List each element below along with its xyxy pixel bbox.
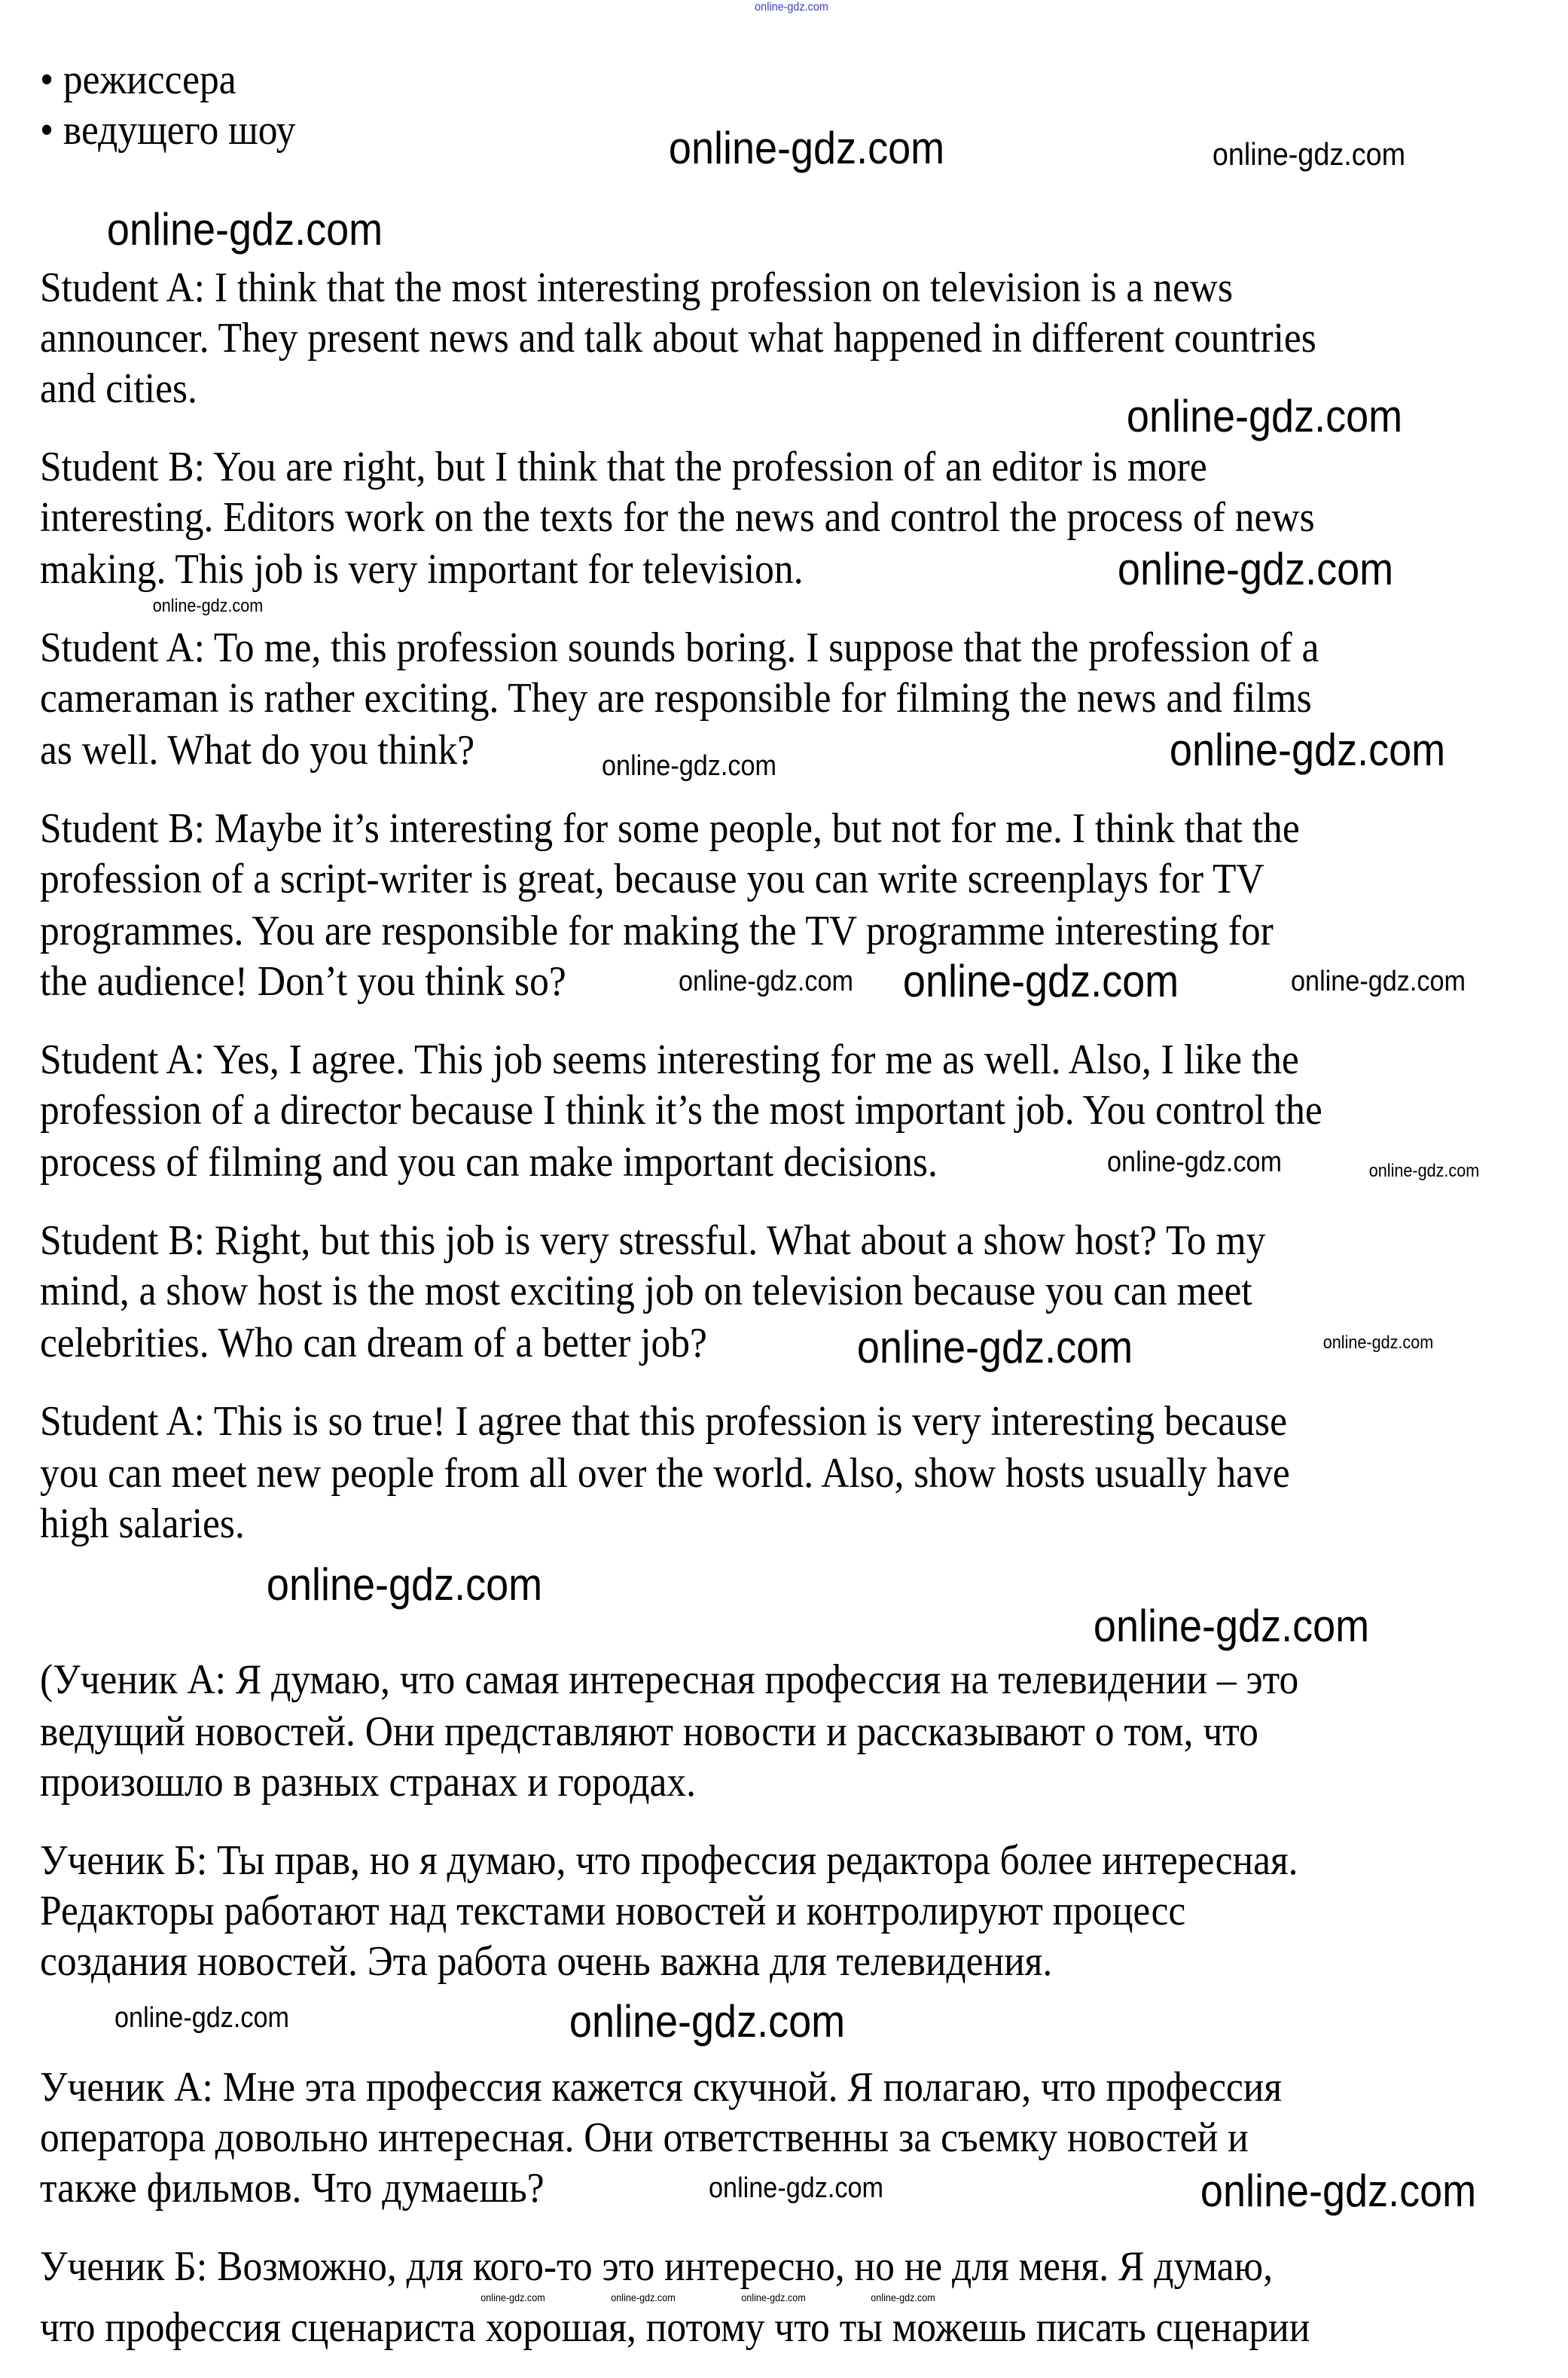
dialogue-line-ru: Ученик А: Мне эта профессия кажется скучной. Я полагаю, что профессия	[40, 2063, 1283, 2111]
dialogue-line-en: Student A: Yes, I agree. This job seems interesting for me as well. Also, I like the	[40, 1036, 1299, 1083]
dialogue-line-ru: Ученик Б: Возможно, для кого-то это интересно, но не для меня. Я думаю,	[40, 2242, 1274, 2290]
watermark: online-gdz.com	[114, 2002, 290, 2035]
dialogue-line-ru: оператора довольно интересная. Они ответственны за съемку новостей и	[40, 2114, 1249, 2162]
dialogue-line-en: process of filming and you can make important decisions.	[40, 1139, 938, 1186]
bullet-item: • режиссера	[40, 56, 236, 103]
dialogue-line-ru: Редакторы работают над текстами новостей и контролируют процесс	[40, 1888, 1186, 1935]
dialogue-line-en: profession of a script-writer is great, because you can write screenplays for TV	[40, 855, 1264, 902]
watermark: online-gdz.com	[669, 123, 945, 174]
watermark: online-gdz.com	[1322, 1332, 1433, 1353]
dialogue-line-en: celebrities. Who can dream of a better job?	[40, 1319, 707, 1366]
dialogue-line-en: you can meet new people from all over the world. Also, show hosts usually have	[40, 1449, 1290, 1497]
dialogue-line-en: the audience! Don’t you think so?	[40, 958, 566, 1006]
dialogue-line-en: programmes. You are responsible for making the TV programme interesting for	[40, 908, 1274, 955]
watermark: online-gdz.com	[1200, 2166, 1476, 2217]
watermark: online-gdz.com	[1127, 390, 1403, 441]
dialogue-line-ru: что профессия сценариста хорошая, потому что ты можешь писать сценарии	[40, 2304, 1310, 2352]
watermark: online-gdz.com	[755, 1, 828, 14]
watermark: online-gdz.com	[709, 2172, 884, 2205]
watermark: online-gdz.com	[1213, 136, 1406, 172]
dialogue-line-en: interesting. Editors work on the texts for the news and control the process of news	[40, 494, 1315, 542]
dialogue-line-en: announcer. They present news and talk about what happened in different countries	[40, 315, 1316, 362]
watermark: online-gdz.com	[871, 2291, 936, 2303]
dialogue-line-en: Student A: I think that the most interesting profession on television is a news	[40, 264, 1234, 312]
watermark: online-gdz.com	[1093, 1601, 1369, 1652]
dialogue-line-en: high salaries.	[40, 1500, 245, 1547]
dialogue-line-en: mind, a show host is the most exciting job on television because you can meet	[40, 1267, 1252, 1314]
watermark: online-gdz.com	[1106, 1146, 1282, 1179]
dialogue-line-ru: также фильмов. Что думаешь?	[40, 2165, 545, 2212]
watermark: online-gdz.com	[740, 2291, 806, 2303]
dialogue-line-en: Student A: This is so true! I agree that this profession is very interesting because	[40, 1397, 1287, 1445]
dialogue-line-en: and cities.	[40, 365, 197, 413]
watermark: online-gdz.com	[601, 749, 776, 782]
dialogue-line-en: as well. What do you think?	[40, 727, 475, 774]
watermark: online-gdz.com	[1290, 966, 1466, 998]
dialogue-line-en: Student B: Right, but this job is very stressful. What about a show host? To my	[40, 1216, 1266, 1264]
watermark: online-gdz.com	[857, 1322, 1133, 1373]
dialogue-line-ru: создания новостей. Эта работа очень важна для телевидения.	[40, 1938, 1053, 1986]
dialogue-line-ru: Ученик Б: Ты прав, но я думаю, что профессия редактора более интересная.	[40, 1837, 1298, 1885]
watermark: online-gdz.com	[266, 1559, 542, 1610]
dialogue-line-en: profession of a director because I think it’s the most important job. You control the	[40, 1086, 1322, 1134]
watermark: online-gdz.com	[569, 1995, 846, 2047]
watermark: online-gdz.com	[107, 203, 383, 255]
dialogue-line-ru: произошло в разных странах и городах.	[40, 1759, 697, 1806]
watermark: online-gdz.com	[1368, 1161, 1479, 1182]
dialogue-line-ru: ведущий новостей. Они представляют новости и рассказывают о том, что	[40, 1708, 1258, 1756]
dialogue-line-en: Student B: Maybe it’s interesting for some people, but not for me. I think that the	[40, 804, 1300, 852]
watermark: online-gdz.com	[1117, 544, 1394, 595]
watermark: online-gdz.com	[678, 966, 853, 998]
bullet-item: • ведущего шоу	[40, 106, 296, 154]
watermark: online-gdz.com	[1170, 725, 1446, 776]
dialogue-line-ru: (Ученик А: Я думаю, что самая интересная профессия на телевидении – это	[40, 1656, 1299, 1704]
watermark: online-gdz.com	[480, 2291, 545, 2303]
dialogue-line-en: Student B: You are right, but I think that the profession of an editor is more	[40, 444, 1207, 491]
watermark: online-gdz.com	[611, 2291, 676, 2303]
dialogue-line-en: making. This job is very important for television.	[40, 546, 804, 594]
dialogue-line-en: Student A: To me, this profession sounds boring. I suppose that the profession of a	[40, 624, 1319, 671]
watermark: online-gdz.com	[903, 956, 1179, 1007]
dialogue-line-en: cameraman is rather exciting. They are responsible for filming the news and films	[40, 675, 1312, 722]
watermark: online-gdz.com	[153, 596, 264, 617]
